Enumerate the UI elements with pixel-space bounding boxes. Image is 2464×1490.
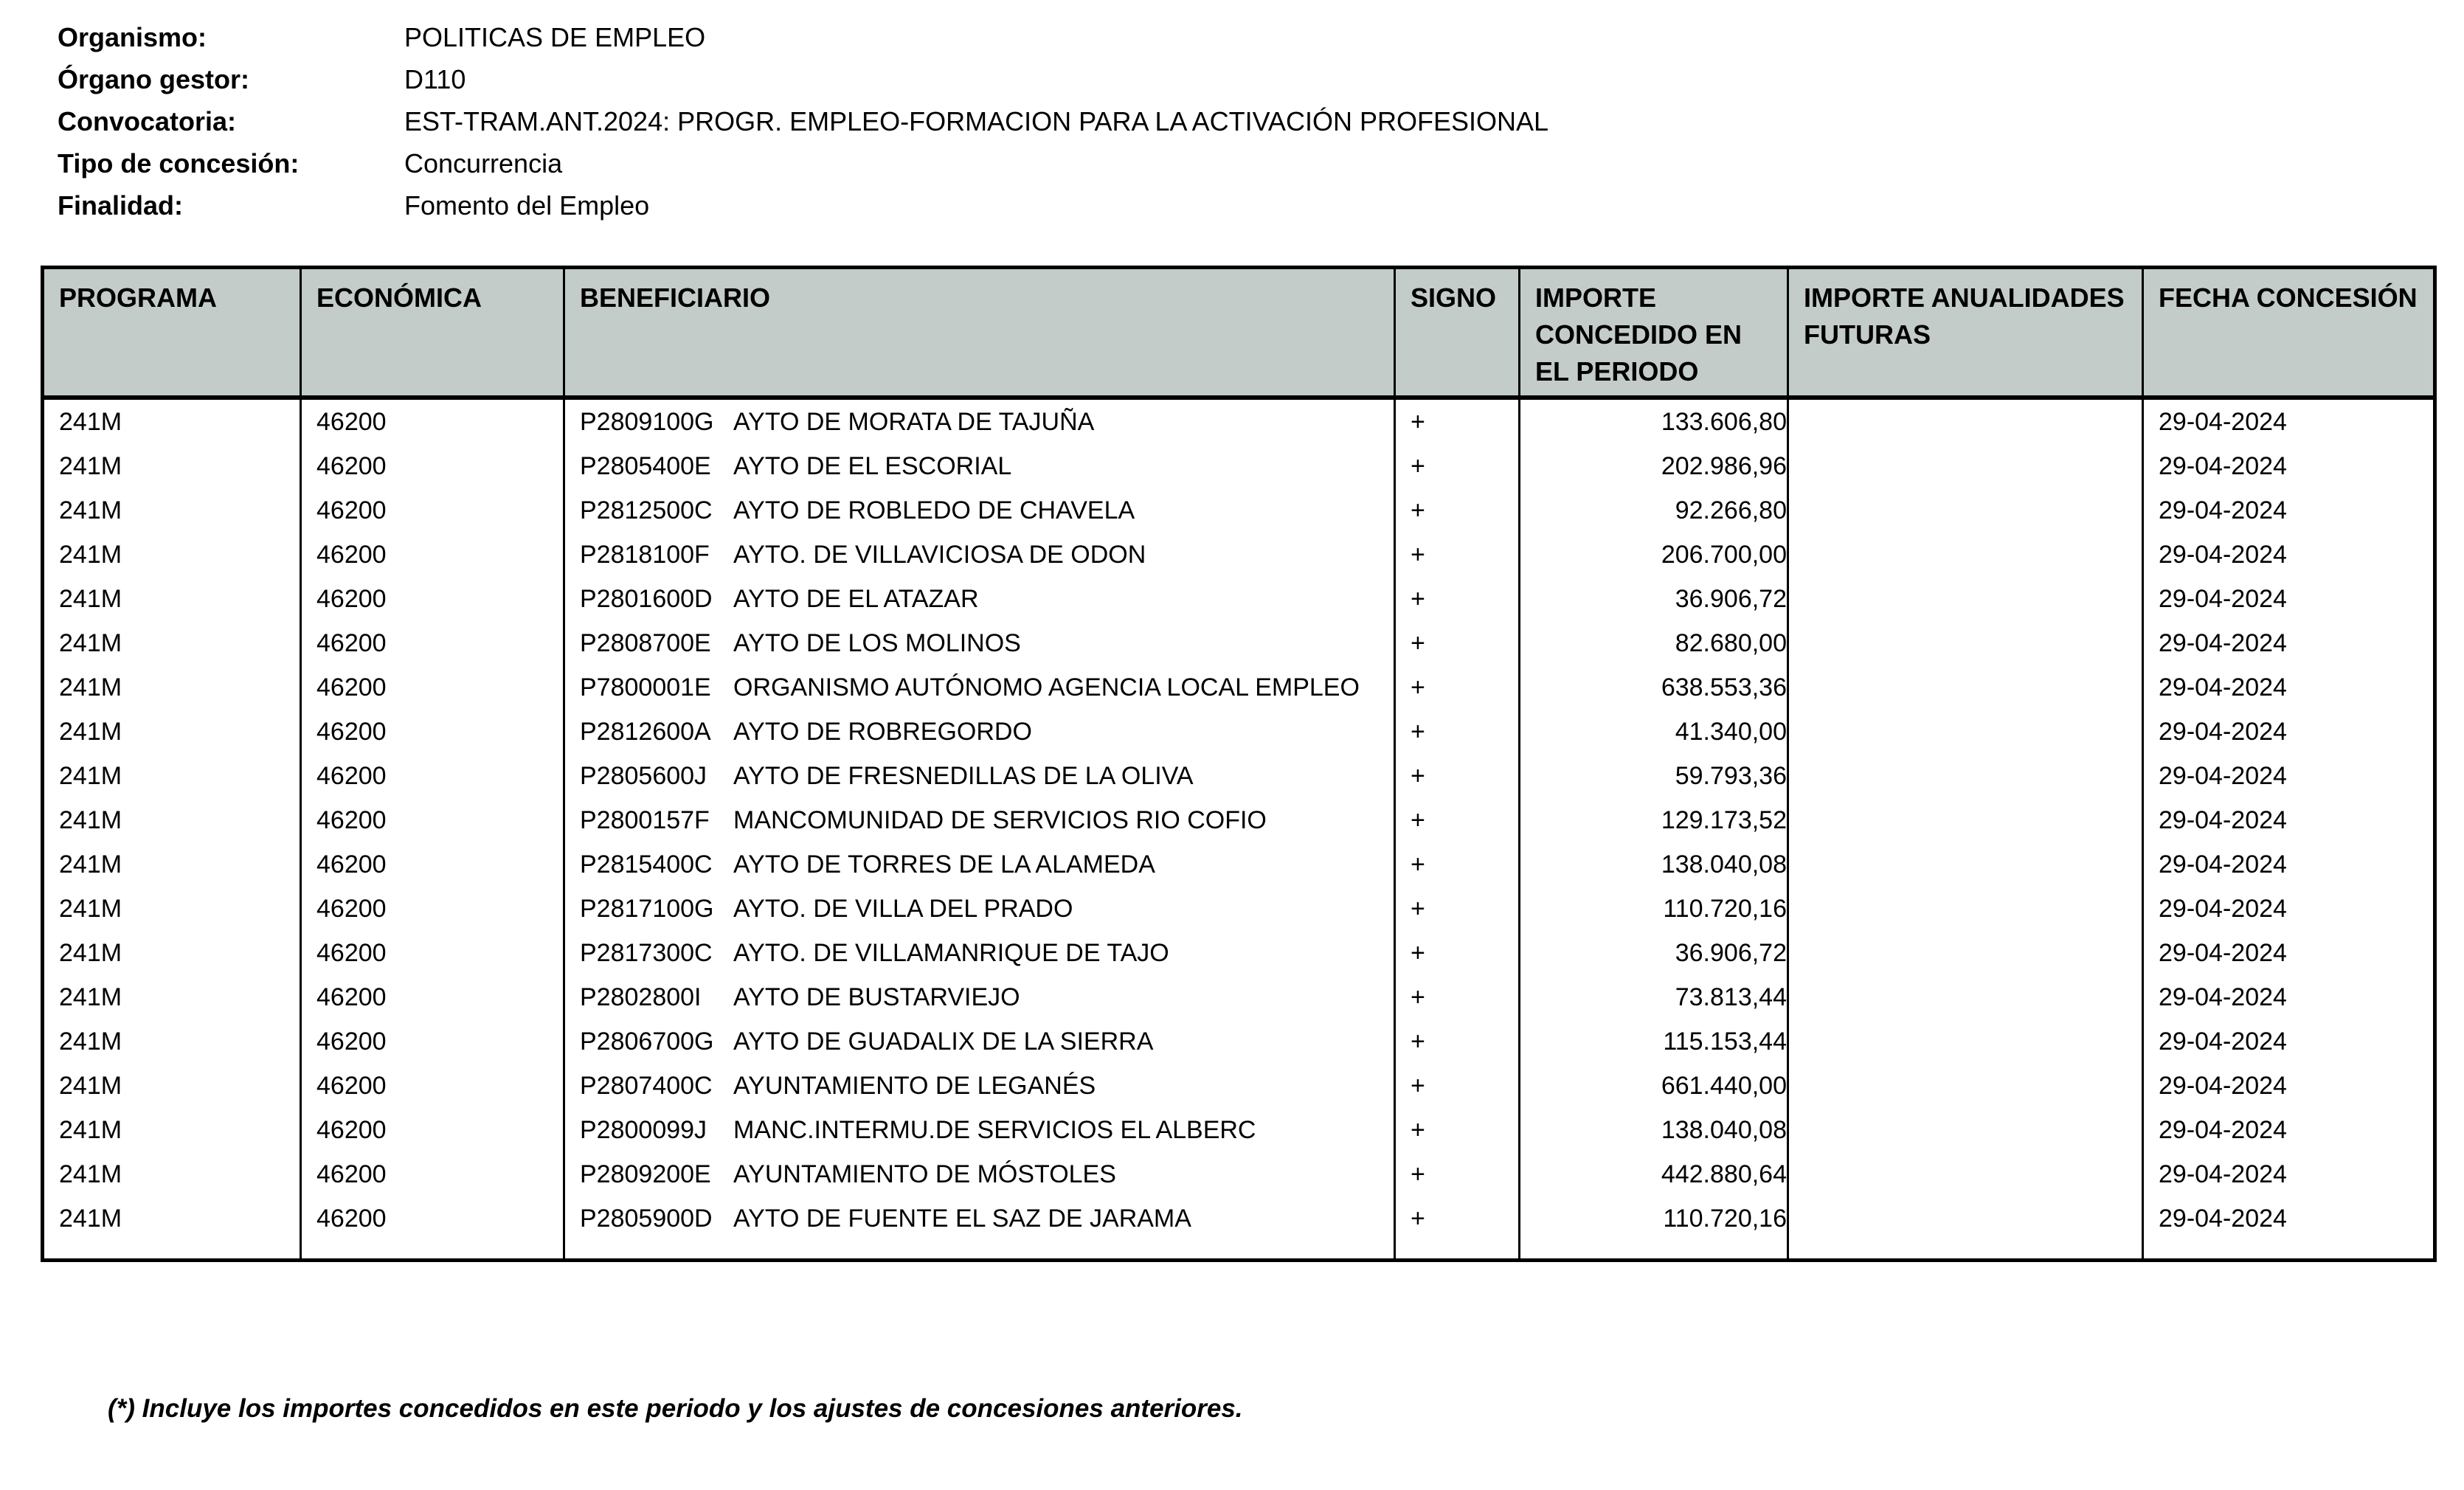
signo-cell: + (1395, 533, 1520, 577)
importe-concedido-cell: 110.720,16 (1520, 887, 1788, 931)
economica-cell: 46200 (301, 444, 564, 488)
beneficiario-cell (564, 444, 1395, 488)
col-header-signo: SIGNO (1395, 268, 1520, 398)
economica-cell: 46200 (301, 577, 564, 621)
signo-cell: + (1395, 444, 1520, 488)
table-row (43, 842, 2435, 887)
beneficiario-name: AYTO DE GUADALIX DE LA SIERRA (733, 1028, 1154, 1056)
beneficiario-code: P2802800I (580, 983, 702, 1011)
beneficiario-code: P2806700G (580, 1028, 714, 1056)
importe-concedido-cell: 442.880,64 (1520, 1152, 1788, 1196)
beneficiario-name: AYTO DE TORRES DE LA ALAMEDA (733, 850, 1155, 879)
beneficiario-code: P2812500C (580, 496, 713, 524)
meta-label: Organismo: (58, 22, 207, 52)
beneficiario-cell (564, 398, 1395, 444)
fecha-concesion-cell: 29-04-2024 (2143, 798, 2435, 842)
importe-anualidades-cell (1788, 577, 2143, 621)
table-row (43, 975, 2435, 1019)
beneficiario-code: P2807400C (580, 1072, 713, 1100)
signo-cell: + (1395, 887, 1520, 931)
table-row (43, 444, 2435, 488)
importe-concedido-cell: 41.340,00 (1520, 710, 1788, 754)
fecha-concesion-cell: 29-04-2024 (2143, 577, 2435, 621)
importe-anualidades-cell (1788, 533, 2143, 577)
beneficiario-cell (564, 1152, 1395, 1196)
table-row (43, 533, 2435, 577)
meta-value: D110 (404, 64, 466, 94)
beneficiario-cell (564, 710, 1395, 754)
fecha-concesion-cell: 29-04-2024 (2143, 398, 2435, 444)
table-row (43, 1108, 2435, 1152)
importe-concedido-cell: 110.720,16 (1520, 1196, 1788, 1261)
importe-concedido-cell: 138.040,08 (1520, 842, 1788, 887)
importe-anualidades-cell (1788, 398, 2143, 444)
importe-anualidades-cell (1788, 1108, 2143, 1152)
importe-anualidades-cell (1788, 754, 2143, 798)
beneficiario-code: P2815400C (580, 850, 713, 879)
programa-cell: 241M (43, 444, 301, 488)
importe-anualidades-cell (1788, 887, 2143, 931)
beneficiario-name: AYUNTAMIENTO DE MÓSTOLES (733, 1160, 1116, 1188)
programa-cell: 241M (43, 887, 301, 931)
meta-field-tipo-concesion (58, 142, 1548, 184)
signo-cell: + (1395, 1108, 1520, 1152)
programa-cell: 241M (43, 754, 301, 798)
beneficiario-code: P2809200E (580, 1160, 711, 1188)
meta-field-finalidad (58, 184, 1548, 226)
importe-concedido-cell: 133.606,80 (1520, 398, 1788, 444)
programa-cell: 241M (43, 931, 301, 975)
importe-concedido-cell: 129.173,52 (1520, 798, 1788, 842)
table-row (43, 1019, 2435, 1064)
signo-cell: + (1395, 577, 1520, 621)
beneficiario-name: AYTO DE BUSTARVIEJO (733, 983, 1020, 1011)
beneficiario-cell (564, 1108, 1395, 1152)
beneficiario-code: P2800157F (580, 806, 710, 834)
signo-cell: + (1395, 488, 1520, 533)
beneficiario-code: P2817300C (580, 939, 713, 967)
beneficiario-code: P2805600J (580, 762, 707, 790)
economica-cell: 46200 (301, 710, 564, 754)
programa-cell: 241M (43, 1064, 301, 1108)
table-header-row (43, 268, 2435, 398)
importe-concedido-cell: 92.266,80 (1520, 488, 1788, 533)
col-header-economica: ECONÓMICA (301, 268, 564, 398)
importe-anualidades-cell (1788, 798, 2143, 842)
col-header-beneficiario: BENEFICIARIO (564, 268, 1395, 398)
programa-cell: 241M (43, 1108, 301, 1152)
beneficiario-code: P2818100F (580, 541, 710, 569)
economica-cell: 46200 (301, 665, 564, 710)
importe-anualidades-cell (1788, 444, 2143, 488)
beneficiario-cell (564, 533, 1395, 577)
signo-cell: + (1395, 1064, 1520, 1108)
beneficiario-cell (564, 798, 1395, 842)
economica-cell: 46200 (301, 398, 564, 444)
beneficiario-name: AYTO DE MORATA DE TAJUÑA (733, 408, 1095, 436)
economica-cell: 46200 (301, 798, 564, 842)
beneficiario-code: P2809100G (580, 408, 714, 436)
signo-cell: + (1395, 665, 1520, 710)
beneficiario-code: P2812600A (580, 718, 711, 746)
economica-cell: 46200 (301, 842, 564, 887)
fecha-concesion-cell: 29-04-2024 (2143, 444, 2435, 488)
beneficiario-code: P2801600D (580, 585, 713, 613)
economica-cell: 46200 (301, 754, 564, 798)
importe-anualidades-cell (1788, 931, 2143, 975)
signo-cell: + (1395, 842, 1520, 887)
beneficiario-code: P2817100G (580, 895, 714, 923)
economica-cell: 46200 (301, 1152, 564, 1196)
grants-table-body (43, 398, 2435, 1261)
importe-anualidades-cell (1788, 1064, 2143, 1108)
table-row (43, 621, 2435, 665)
programa-cell: 241M (43, 1019, 301, 1064)
beneficiario-cell (564, 488, 1395, 533)
meta-value: POLITICAS DE EMPLEO (404, 22, 706, 52)
importe-concedido-cell: 73.813,44 (1520, 975, 1788, 1019)
footnote: (*) Incluye los importes concedidos en este periodo y los ajustes de concesiones anteriores. (108, 1394, 1243, 1423)
fecha-concesion-cell: 29-04-2024 (2143, 754, 2435, 798)
fecha-concesion-cell: 29-04-2024 (2143, 887, 2435, 931)
beneficiario-cell (564, 931, 1395, 975)
meta-label: Tipo de concesión: (58, 148, 300, 179)
beneficiario-name: AYTO DE ROBLEDO DE CHAVELA (733, 496, 1135, 524)
table-row (43, 665, 2435, 710)
table-row (43, 931, 2435, 975)
beneficiario-cell (564, 621, 1395, 665)
meta-field-organo-gestor (58, 58, 1548, 100)
beneficiario-name: ORGANISMO AUTÓNOMO AGENCIA LOCAL EMPLEO (733, 673, 1360, 701)
meta-field-organismo (58, 16, 1548, 58)
signo-cell: + (1395, 975, 1520, 1019)
importe-anualidades-cell (1788, 1196, 2143, 1261)
beneficiario-name: MANCOMUNIDAD DE SERVICIOS RIO COFIO (733, 806, 1267, 834)
beneficiario-name: AYUNTAMIENTO DE LEGANÉS (733, 1072, 1096, 1100)
signo-cell: + (1395, 931, 1520, 975)
beneficiario-name: AYTO DE EL ESCORIAL (733, 452, 1012, 480)
economica-cell: 46200 (301, 1108, 564, 1152)
beneficiario-name: AYTO DE FUENTE EL SAZ DE JARAMA (733, 1205, 1191, 1233)
beneficiario-cell (564, 577, 1395, 621)
table-row (43, 488, 2435, 533)
programa-cell: 241M (43, 710, 301, 754)
importe-anualidades-cell (1788, 1152, 2143, 1196)
beneficiario-name: AYTO DE ROBREGORDO (733, 718, 1032, 746)
fecha-concesion-cell: 29-04-2024 (2143, 665, 2435, 710)
col-header-programa: PROGRAMA (43, 268, 301, 398)
beneficiario-name: AYTO. DE VILLAVICIOSA DE ODON (733, 541, 1146, 569)
document-meta (58, 16, 1548, 226)
importe-concedido-cell: 138.040,08 (1520, 1108, 1788, 1152)
importe-anualidades-cell (1788, 488, 2143, 533)
importe-concedido-cell: 115.153,44 (1520, 1019, 1788, 1064)
programa-cell: 241M (43, 798, 301, 842)
col-header-importe-concedido: IMPORTE CONCEDIDO EN EL PERIODO (1520, 268, 1788, 398)
importe-anualidades-cell (1788, 710, 2143, 754)
programa-cell: 241M (43, 665, 301, 710)
beneficiario-code: P2805400E (580, 452, 711, 480)
fecha-concesion-cell: 29-04-2024 (2143, 1108, 2435, 1152)
importe-concedido-cell: 206.700,00 (1520, 533, 1788, 577)
importe-anualidades-cell (1788, 975, 2143, 1019)
beneficiario-name: AYTO. DE VILLA DEL PRADO (733, 895, 1073, 923)
table-row (43, 398, 2435, 444)
meta-field-convocatoria (58, 100, 1548, 142)
fecha-concesion-cell: 29-04-2024 (2143, 931, 2435, 975)
beneficiario-cell (564, 1196, 1395, 1261)
meta-label: Convocatoria: (58, 106, 237, 136)
table-row (43, 887, 2435, 931)
fecha-concesion-cell: 29-04-2024 (2143, 1196, 2435, 1261)
beneficiario-cell (564, 1019, 1395, 1064)
table-row (43, 577, 2435, 621)
meta-value: Fomento del Empleo (404, 190, 650, 221)
fecha-concesion-cell: 29-04-2024 (2143, 710, 2435, 754)
beneficiario-cell (564, 887, 1395, 931)
beneficiario-code: P2808700E (580, 629, 711, 657)
programa-cell: 241M (43, 488, 301, 533)
table-row (43, 1196, 2435, 1261)
beneficiario-cell (564, 1064, 1395, 1108)
programa-cell: 241M (43, 621, 301, 665)
beneficiario-code: P2805900D (580, 1205, 713, 1233)
economica-cell: 46200 (301, 1196, 564, 1261)
beneficiario-cell (564, 975, 1395, 1019)
beneficiario-name: AYTO DE EL ATAZAR (733, 585, 979, 613)
economica-cell: 46200 (301, 887, 564, 931)
col-header-importe-anualidades: IMPORTE ANUALIDADES FUTURAS (1788, 268, 2143, 398)
signo-cell: + (1395, 798, 1520, 842)
importe-concedido-cell: 59.793,36 (1520, 754, 1788, 798)
programa-cell: 241M (43, 975, 301, 1019)
importe-anualidades-cell (1788, 842, 2143, 887)
programa-cell: 241M (43, 1196, 301, 1261)
fecha-concesion-cell: 29-04-2024 (2143, 1064, 2435, 1108)
fecha-concesion-cell: 29-04-2024 (2143, 975, 2435, 1019)
fecha-concesion-cell: 29-04-2024 (2143, 621, 2435, 665)
signo-cell: + (1395, 710, 1520, 754)
programa-cell: 241M (43, 577, 301, 621)
meta-value: EST-TRAM.ANT.2024: PROGR. EMPLEO-FORMACION PARA LA ACTIVACIÓN PROFESIONAL (404, 106, 1549, 136)
importe-concedido-cell: 202.986,96 (1520, 444, 1788, 488)
signo-cell: + (1395, 1152, 1520, 1196)
economica-cell: 46200 (301, 1019, 564, 1064)
fecha-concesion-cell: 29-04-2024 (2143, 1019, 2435, 1064)
beneficiario-name: AYTO DE LOS MOLINOS (733, 629, 1021, 657)
programa-cell: 241M (43, 1152, 301, 1196)
signo-cell: + (1395, 621, 1520, 665)
beneficiario-code: P2800099J (580, 1116, 707, 1144)
table-row (43, 1064, 2435, 1108)
meta-label: Órgano gestor: (58, 64, 250, 94)
fecha-concesion-cell: 29-04-2024 (2143, 842, 2435, 887)
fecha-concesion-cell: 29-04-2024 (2143, 488, 2435, 533)
programa-cell: 241M (43, 533, 301, 577)
importe-anualidades-cell (1788, 1019, 2143, 1064)
table-row (43, 754, 2435, 798)
economica-cell: 46200 (301, 621, 564, 665)
programa-cell: 241M (43, 398, 301, 444)
importe-concedido-cell: 661.440,00 (1520, 1064, 1788, 1108)
signo-cell: + (1395, 1019, 1520, 1064)
table-row (43, 710, 2435, 754)
table-row (43, 1152, 2435, 1196)
meta-label: Finalidad: (58, 190, 183, 221)
economica-cell: 46200 (301, 931, 564, 975)
col-header-fecha-concesion: FECHA CONCESIÓN (2143, 268, 2435, 398)
economica-cell: 46200 (301, 533, 564, 577)
beneficiario-cell (564, 754, 1395, 798)
beneficiario-code: P7800001E (580, 673, 711, 701)
economica-cell: 46200 (301, 1064, 564, 1108)
beneficiario-name: AYTO. DE VILLAMANRIQUE DE TAJO (733, 939, 1169, 967)
importe-concedido-cell: 638.553,36 (1520, 665, 1788, 710)
importe-anualidades-cell (1788, 621, 2143, 665)
table-row (43, 798, 2435, 842)
meta-value: Concurrencia (404, 148, 563, 179)
beneficiario-name: AYTO DE FRESNEDILLAS DE LA OLIVA (733, 762, 1194, 790)
beneficiario-cell (564, 842, 1395, 887)
importe-concedido-cell: 36.906,72 (1520, 931, 1788, 975)
importe-concedido-cell: 36.906,72 (1520, 577, 1788, 621)
fecha-concesion-cell: 29-04-2024 (2143, 1152, 2435, 1196)
grants-table (41, 266, 2437, 1262)
economica-cell: 46200 (301, 975, 564, 1019)
programa-cell: 241M (43, 842, 301, 887)
signo-cell: + (1395, 398, 1520, 444)
fecha-concesion-cell: 29-04-2024 (2143, 533, 2435, 577)
importe-concedido-cell: 82.680,00 (1520, 621, 1788, 665)
beneficiario-cell (564, 665, 1395, 710)
economica-cell: 46200 (301, 488, 564, 533)
signo-cell: + (1395, 1196, 1520, 1261)
importe-anualidades-cell (1788, 665, 2143, 710)
beneficiario-name: MANC.INTERMU.DE SERVICIOS EL ALBERC (733, 1116, 1256, 1144)
signo-cell: + (1395, 754, 1520, 798)
